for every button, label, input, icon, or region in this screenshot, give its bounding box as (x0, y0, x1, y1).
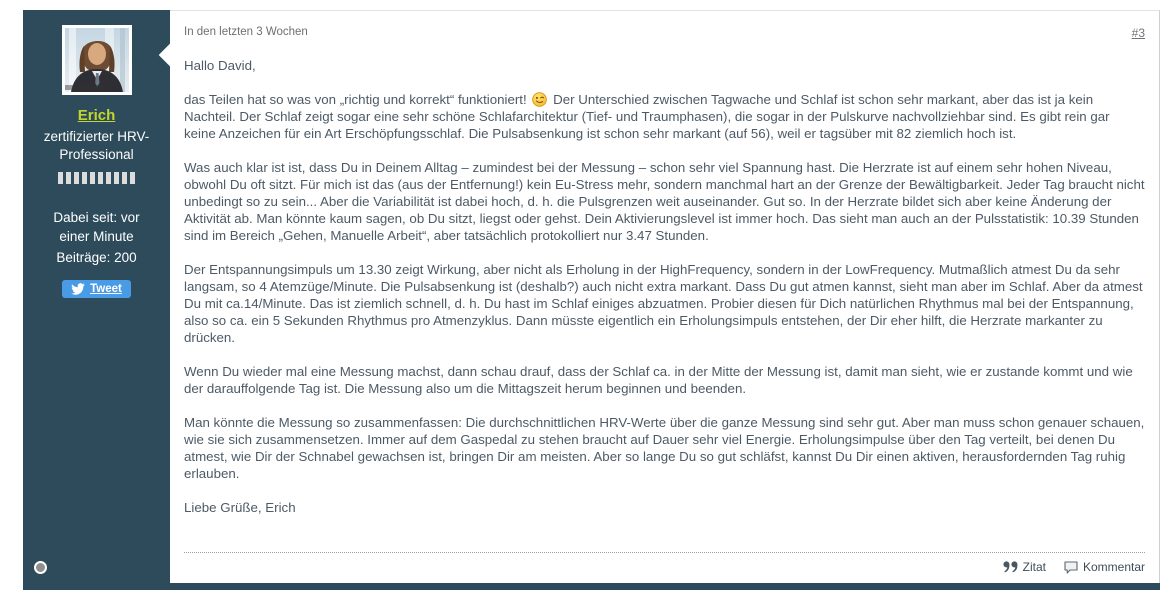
quote-icon (1003, 561, 1018, 573)
reputation-bar (74, 172, 79, 184)
reputation-bar (58, 172, 63, 184)
paragraph-text: das Teilen hat so was von „richtig und korrekt“ funktioniert! (184, 92, 527, 107)
post-main (23, 10, 1160, 583)
user-title: zertifizierter HRV-Professional (43, 129, 150, 162)
quote-button-label: Zitat (1022, 560, 1046, 574)
post-paragraph: Man könnte die Messung so zusammenfassen: Die durchschnittlichen HRV-Werte über die ganze Messung sind sehr gut. Aber man muss schon genauer schauen, wie sie sich zusammensetzen. Immer auf dem Gaspedal zu stehen braucht auf Dauer sehr viel Energie. Erholungsimpulse über den Tag verteilt, bei denen Du atmest, wie Dir der Schnabel gewachsen ist, bringen Dir am meisten. Aber so lange Du so gut schläfst, kannst Du Dir einen aktiven, herausfordernden Tag ruhig erlauben. (184, 415, 1145, 481)
reputation-bar (98, 172, 103, 184)
reputation-bar (90, 172, 95, 184)
joined-label: Dabei seit: vor einer Minute (53, 210, 140, 244)
post-paragraph: Wenn Du wieder mal eine Messung machst, dann schau drauf, dass der Schlaf ca. in der Mitte der Messung ist, damit man sieht, wie er zustande kommt und wie der darauffolgende Tag ist. Die Messung also um die Mittagszeit herum beginnen und beenden. (184, 364, 1133, 396)
twitter-bird-icon (71, 283, 85, 295)
reputation-bar (114, 172, 119, 184)
tweet-button-label: Tweet (90, 283, 122, 295)
posts-count-label: Beiträge: 200 (56, 250, 137, 265)
post-footer (170, 553, 1159, 583)
reputation-bars (58, 172, 135, 184)
tweet-button[interactable] (62, 280, 131, 298)
post-date: In den letzten 3 Wochen (184, 26, 308, 38)
post-paragraph (184, 91, 1145, 142)
username-link[interactable]: Erich (77, 107, 116, 124)
post-header (170, 11, 1159, 40)
post-content-panel (170, 10, 1160, 583)
reputation-bar (122, 172, 127, 184)
reputation-bar (66, 172, 71, 184)
post-paragraph: Der Entspannungsimpuls um 13.30 zeigt Wirkung, aber nicht als Erholung in der HighFrequency, sondern in der LowFrequency. Mutmaßlich atmest Du da sehr langsam, so 4 Atemzüge/Minute. Die Pulsabsenkung ist (deshalb?) auch nicht extra markant. Dass Du gut atmen kannst, sieht man aber im Schlaf. Aber da atmest Du mit ca.14/Minute. Das ist ziemlich schnell, d. h. Du hast im Schlaf einiges abzuatmen. Probier diesen für Dich natürlichen Rhythmus mal bei der Entspannung, also so ca. ein 5 Sekunden Rhythmus pro Atmenzyklus. Dann müsste eigentlich ein Erholungsimpuls entstehen, der Dir eher hilft, die Herzrate markanter zu drücken. (184, 262, 1143, 345)
quote-button[interactable] (1003, 560, 1046, 574)
comment-button[interactable] (1064, 560, 1145, 574)
reputation-bar (106, 172, 111, 184)
post-number-link[interactable]: #3 (1131, 26, 1145, 40)
forum-post (23, 10, 1160, 590)
winking-smiley-icon (532, 92, 547, 107)
comment-bubble-icon (1064, 561, 1078, 574)
paragraph-text: Der Unterschied zwischen Tagwache und Schlaf ist schon sehr markant, aber das ist ja kein Nachteil. Der Schlaf zeigt sogar eine sehr schöne Schlafarchitektur (Tief- und Traumphasen), die sogar in der Pulskurve nachvollziehbar sind. Es gibt rein gar keine Anzeichen für ein Art Erschöpfungsschlaf. Die Pulsabsenkung ist schon sehr markant (auf 56), weil er tagsüber mit 82 ziemlich hoch ist. (184, 92, 1110, 141)
user-sidebar (23, 10, 170, 583)
offline-status-icon (34, 561, 47, 574)
reputation-bar (82, 172, 87, 184)
post-bottom-border (23, 583, 1160, 590)
post-closing: Liebe Grüße, Erich (184, 500, 296, 515)
post-paragraph: Was auch klar ist ist, dass Du in Deinem Alltag – zumindest bei der Messung – schon sehr viel Spannung hast. Die Herzrate ist auf einem sehr hohen Niveau, obwohl Du oft sitzt. Für mich ist das (aus der Entfernung!) kein Eu-Stress mehr, sondern manchmal hart an der Grenze der Bewältigbarkeit. Jeder Tag braucht nicht unbedingt so zu sein... Aber die Variabilität ist dabei hoch, d. h. die Pulsgrenzen weit auseinander. Gut so. In der Herzrate bildet sich aber keine Änderung der Aktivität ab. Man könnte kaum sagen, ob Du sitzt, liegst oder gehst. Dein Aktivierungslevel ist immer hoch. Das sieht man auch an der Pulsstatistik: 10.39 Stunden sind im Bereich „Gehen, Manuelle Arbeit“, aber tatsächlich protokolliert nur 3.47 Stunden. (184, 160, 1145, 243)
comment-button-label: Kommentar (1082, 560, 1145, 574)
reputation-bar (130, 172, 135, 184)
post-greeting: Hallo David, (184, 58, 256, 73)
avatar[interactable] (62, 25, 132, 95)
post-body (170, 40, 1159, 516)
